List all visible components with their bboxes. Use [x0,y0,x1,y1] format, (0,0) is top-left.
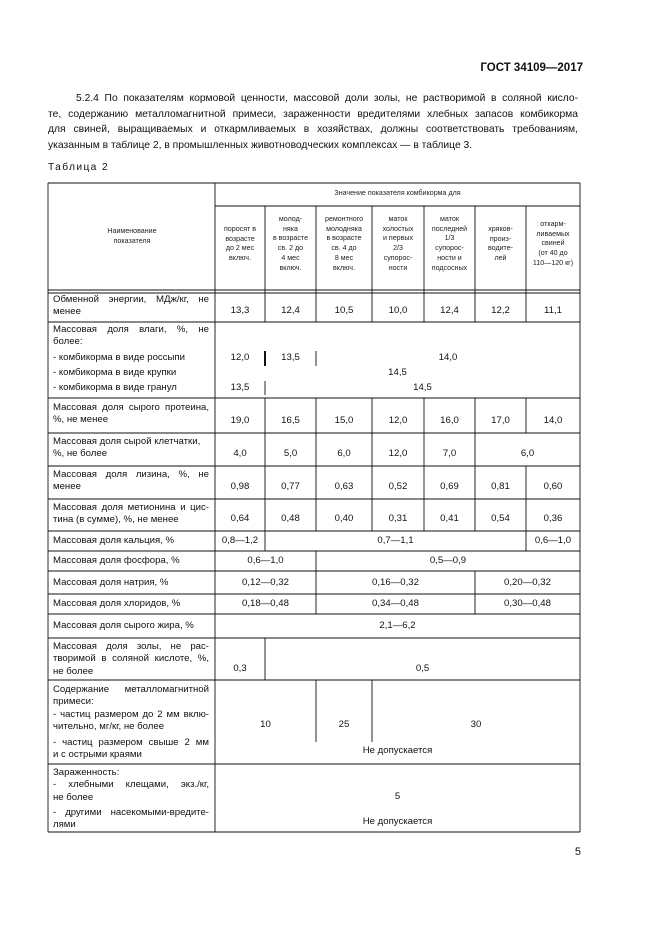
text-line: и первых [382,234,414,243]
text-line: 1/3 [444,234,455,243]
text-line: 4 мес [281,253,300,262]
text-line: 8 мес [334,253,354,262]
row-label-infestation [53,767,209,831]
text-line: в возрасте [272,234,309,243]
text-line: ливаемых [536,229,570,238]
page-number: 5 [574,846,581,858]
cell: 10,0 [388,305,408,316]
row-label-methionine [53,502,209,527]
row-label-energy [53,294,209,319]
cell: 5,0 [283,448,298,459]
cell: 0,8—1,2 [221,535,259,546]
cell: 19,0 [230,415,250,426]
text-line: - хлебными клещами, экз./кг, [53,779,209,791]
text-line: Массовая доля сырой клетчатки, [53,436,201,447]
cell: 0,77 [281,481,300,492]
cell: 0,36 [543,513,563,524]
cell: 12,0 [388,448,408,459]
cell: 5 [394,791,401,802]
text-line: - частиц размером свыше 2 мм [53,737,209,749]
cell: 0,16—0,32 [372,577,419,588]
text-line: Массовая доля влаги, %, не [53,324,209,335]
header-col-young [265,215,316,273]
text-line: не более [53,791,94,803]
cell: 0,20—0,32 [504,577,551,588]
text-line: возрасте [225,234,255,243]
text-line: включ. [333,263,355,272]
cell: 0,5—0,9 [429,555,467,566]
text-line: менее [53,481,81,493]
row-label-moisture [53,324,209,394]
row-label-calcium: Массовая доля кальция, % [53,535,175,546]
header-group: Значение показателя комбикорма для [334,189,461,197]
document-code: ГОСТ 34109—2017 [480,62,583,74]
cell: 12,0 [388,415,408,426]
text-line: Наименование [107,227,157,235]
cell: 0,31 [388,513,408,524]
cell: 17,0 [491,415,510,426]
text-line: св. 4 до [331,244,357,253]
text-line: лями [53,819,76,831]
table-caption: Таблица 2 [48,162,110,173]
text-line: супорос- [435,244,464,253]
text-line: - комбикорма в виде россыпи [53,351,185,363]
cell: 0,30—0,48 [504,598,551,609]
header-col-replacement [316,215,372,273]
text-line: и с острыми краями [53,749,142,761]
cell: 0,69 [440,481,459,492]
text-line: творимой в соляной кислоте, %, [53,653,209,665]
text-line: (от 40 до [538,249,568,258]
cell: 0,54 [491,513,510,524]
text-line: Массовая доля метионина и цис- [53,502,209,513]
text-line: супорос- [383,253,413,262]
cell: 12,4 [281,305,300,316]
text-line: Массовая доля золы, не рас- [53,641,209,652]
cell: 0,41 [440,513,459,524]
paragraph-line: 5.2.4 По показателям кормовой ценности, массовой доли золы, не растворимой в соляной кисло- [76,93,578,104]
text-line: маток [388,215,408,223]
cell: 0,6—1,0 [534,535,572,546]
text-line: до 2 мес [225,244,255,253]
text-line: поросят в [223,225,257,233]
cell: 14,5 [413,382,432,393]
text-line: Массовая доля лизина, %, не [53,469,209,480]
text-line: примеси: [53,696,94,708]
text-line: Массовая доля сырого протеина, [53,402,209,413]
text-line: - комбикорма в виде крупки [53,366,177,378]
text-line: ности и [437,253,462,262]
paragraph-line: для свиней, выращиваемых и откармливаемых в хозяйствах, должны соответствовать требованиям, [48,124,578,136]
text-line: подсосных [431,263,468,272]
header-col-boars [475,225,526,264]
text-line: 110—120 кг) [532,258,574,267]
text-line: показателя [113,236,151,245]
text-line: Содержание металломагнитной [53,684,209,695]
row-label-ash [53,641,209,678]
text-line: молодняка [326,224,362,233]
text-line: няка [283,224,298,233]
cell: Не допускается [362,745,433,756]
text-line: - частиц размером до 2 мм вклю- [53,708,209,720]
cell: 0,40 [334,513,354,524]
row-label-phosphorus: Массовая доля фосфора, % [53,555,180,566]
cell: 15,0 [334,415,354,426]
cell: Не допускается [362,816,433,827]
row-label-sodium: Массовая доля натрия, % [53,577,169,588]
cell: 0,7—1,1 [377,535,414,546]
row-label-lysine [53,469,209,494]
text-line: водите- [487,244,514,253]
cell: 0,52 [388,481,408,492]
text-line: св. 2 до [277,244,304,253]
row-label-protein [53,402,209,427]
text-line: Зараженность: [53,767,120,778]
cell: 12,0 [230,352,250,363]
text-line: Обменной энергии, МДж/кг, не [53,294,209,305]
row-label-fat: Массовая доля сырого жира, % [53,620,194,631]
text-line: включ. [279,263,302,272]
text-line: откарм- [540,220,566,228]
cell: 10,5 [334,305,354,316]
text-line: тина (в сумме), %, не менее [53,514,179,526]
cell: 0,64 [230,513,250,524]
cell: 0,63 [334,481,354,492]
text-line: ности [388,263,408,272]
cell: 10 [260,719,271,730]
cell: 0,5 [415,663,430,674]
text-line: хряков- [488,225,513,233]
paragraph-line: указанным в таблице 2, в промышленных животноводческих комплексах — в таблице 3. [48,139,473,151]
cell: 14,0 [543,415,563,426]
cell: 14,0 [438,352,458,363]
cell: 0,34—0,48 [372,598,419,609]
text-line: лей [494,254,507,263]
cell: 0,60 [543,481,563,492]
text-line: последней [431,224,468,233]
text-line: не более [53,665,94,677]
header-col-piglets [215,225,265,264]
text-line: 2/3 [393,244,403,253]
text-line: в возрасте [326,234,362,243]
text-line: чительно, мг/кг, не более [53,720,165,732]
text-line: холостых [382,224,414,233]
cell: 0,98 [230,481,250,492]
header-col-sows-early [372,215,424,273]
text-line: менее [53,306,81,318]
header-col-fattening [526,220,580,269]
cell: 4,0 [233,448,247,459]
text-line: - другими насекомыми-вредите- [53,806,209,818]
cell: 6,0 [520,448,535,459]
header-col-sows-late [424,215,475,273]
cell: 13,5 [281,352,300,363]
cell: 0,12—0,32 [242,577,289,588]
cell: 25 [338,719,350,730]
cell: 2,1—6,2 [379,620,416,631]
cell: 6,0 [337,448,351,459]
paragraph-line: те, содержанию металломагнитной примеси, зараженности вредителями хлебных запасов комбикорма [48,108,578,120]
cell: 0,18—0,48 [242,598,289,609]
text-line: включ. [229,254,251,263]
text-line: %, не менее [53,414,109,426]
cell: 30 [470,719,482,730]
cell: 11,1 [544,305,562,316]
cell: 12,2 [491,305,510,316]
cell: 0,48 [281,513,300,524]
text-line: ремонтного [324,215,364,223]
cell: 16,0 [440,415,459,426]
cell: 0,81 [491,481,510,492]
header-name [80,227,184,246]
row-label-chlorides: Массовая доля хлоридов, % [53,598,181,609]
cell: 0,6—1,0 [247,555,284,566]
text-line: молод- [278,215,303,223]
cell: 12,4 [440,305,459,316]
text-line: свиней [541,239,565,248]
cell: 13,5 [230,382,250,393]
text-line: %, не более [53,448,108,460]
cell: 16,5 [281,415,300,426]
cell: 13,3 [230,305,250,316]
cell: 7,0 [442,448,457,459]
row-label-metal [53,684,209,762]
text-line: - комбикорма в виде гранул [53,382,177,394]
text-line: маток [440,215,459,223]
cell: 14,5 [388,367,407,378]
cell: 0,3 [233,663,247,674]
row-label-fiber [53,436,209,461]
text-line: более: [53,336,83,348]
text-line: произ- [489,234,512,243]
